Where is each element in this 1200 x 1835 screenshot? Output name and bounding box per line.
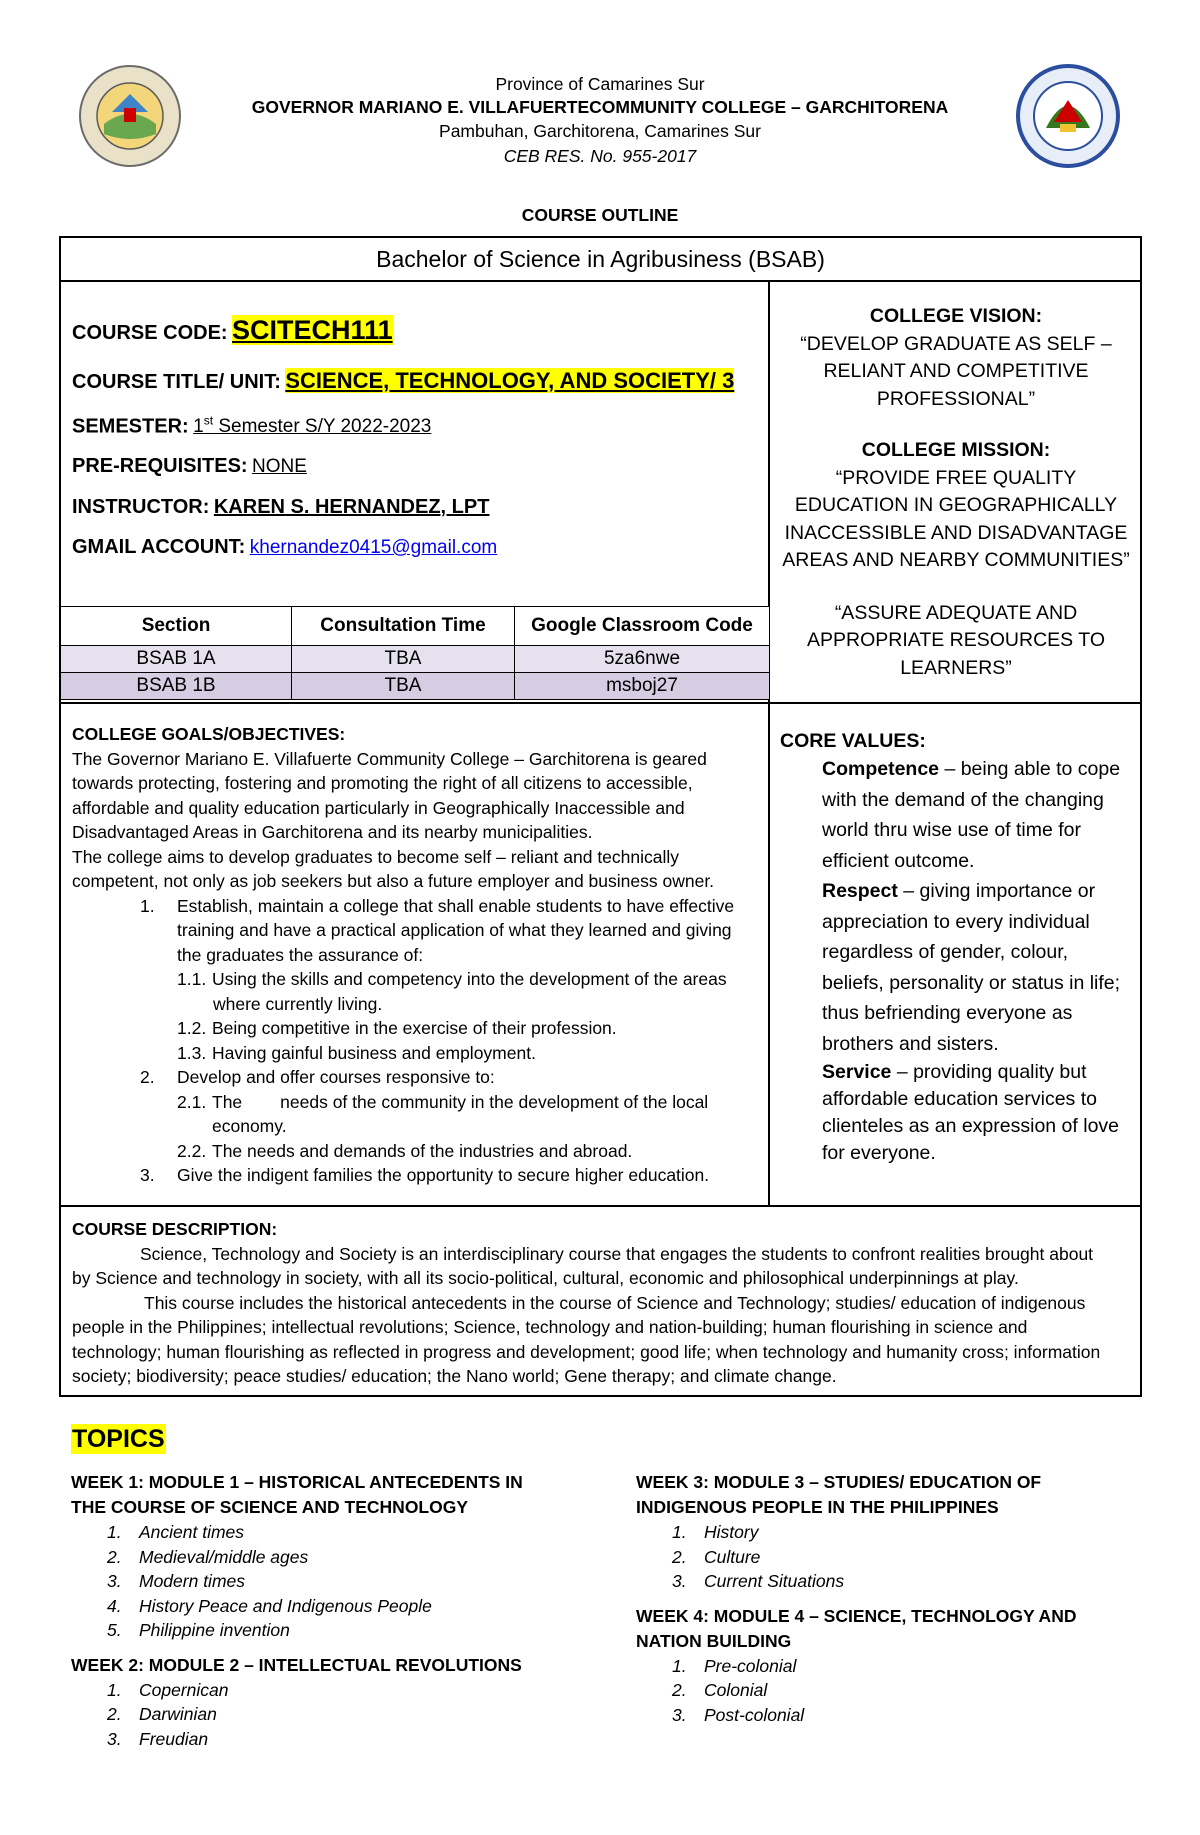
ceb-resolution: CEB RES. No. 955-2017 [503,146,697,166]
description-text: This course includes the historical antecedents in the course of Science and Technology; studies/ education of indigenous [144,1292,1086,1313]
table-cell: BSAB 1A [61,646,292,673]
list-item: 2. Darwinian [107,1704,217,1724]
list-item: 1. History [672,1522,759,1542]
topics-title: TOPICS [72,1425,165,1453]
instructor-label: INSTRUCTOR: [72,496,210,518]
goals-text: The Governor Mariano E. Villafuerte Community College – Garchitorena is geared [72,748,707,769]
goals-text: competent, not only as job seekers but also a future employer and business owner. [72,871,715,891]
course-description-block [72,1217,1136,1389]
mission-line: INACCESSIBLE AND DISADVANTAGE [784,521,1128,544]
goals-text: The college aims to develop graduates to become self – reliant and technically [72,846,680,867]
divider [60,702,1141,704]
core-value-respect: Respect – giving importance or appreciation to every individual regardless of gender, colour, beliefs, personality or status in life; thus befriending everyone as brothers and sisters. [822,880,1121,1055]
college-goals-block [72,722,762,1188]
core-values-block [780,728,1140,1167]
week-2-heading: WEEK 2: MODULE 2 – INTELLECTUAL REVOLUTIONS [71,1654,522,1675]
week-3-list [636,1520,1156,1594]
week-1-list [71,1520,591,1643]
topics-right-column [636,1470,1156,1727]
mission-line: APPROPRIATE RESOURCES TO [807,629,1105,651]
week-3-heading: WEEK 3: MODULE 3 – STUDIES/ EDUCATION OF INDIGENOUS PEOPLE IN THE PHILIPPINES [636,1472,1042,1517]
list-item: 2. Medieval/middle ages [107,1546,309,1567]
table-cell: TBA [292,646,515,673]
core-values-title: CORE VALUES: [780,730,926,752]
list-item: 4. History Peace and Indigenous People [107,1595,432,1616]
goal-item: 3. Give the indigent families the opportunity to secure higher education. [140,1165,710,1185]
goals-title: COLLEGE GOALS/OBJECTIVES: [72,724,346,744]
mission-title: COLLEGE MISSION: [861,439,1051,461]
table-cell: msboj27 [515,673,770,700]
gmail-row [72,536,497,559]
list-item: 2. Culture [672,1546,761,1567]
list-item: 1. Ancient times [107,1522,245,1542]
table-header-section: Section [61,607,292,646]
goal-subitem: 2.1. The needs of the community in the development of the local economy. [177,1091,709,1136]
table-header-consultation: Consultation Time [292,607,515,646]
semester-value: 1st Semester S/Y 2022-2023 [193,414,432,438]
list-item: 3. Freudian [107,1728,209,1749]
mission-line: EDUCATION IN GEOGRAPHICALLY [794,494,1118,516]
week-4-heading: WEEK 4: MODULE 4 – SCIENCE, TECHNOLOGY AND NATION BUILDING [636,1605,1077,1651]
list-item: 3. Current Situations [672,1571,845,1591]
section-table-header [61,607,770,646]
goals-text: Disadvantaged Areas in Garchitorena and its nearby municipalities. [72,822,593,842]
table-cell: BSAB 1B [61,673,292,700]
table-header-classroom-code: Google Classroom Code [515,607,770,646]
divider [60,280,1141,282]
goal-subitem: 2.2. The needs and demands of the industries and abroad. [177,1140,633,1161]
divider [60,1205,1141,1207]
goal-item: 1. Establish, maintain a college that shall enable students to have effective training and have a practical application of what they learned and giving the graduates the assurance of: [140,895,735,965]
gmail-link[interactable]: khernandez0415@gmail.com [249,537,498,558]
core-value-competence: Competence – being able to cope with the demand of the changing world thru wise use of time for efficient outcome. [822,758,1121,872]
mission-line: AREAS AND NEARBY COMMUNITIES” [782,549,1130,571]
province-text: Province of Camarines Sur [495,74,705,94]
mission-line: “ASSURE ADEQUATE AND [834,601,1078,624]
vision-line: RELIANT AND COMPETITIVE [823,360,1089,382]
list-item: 5. Philippine invention [107,1620,290,1640]
prerequisites-row [72,455,307,478]
course-title-value: SCIENCE, TECHNOLOGY, AND SOCIETY/ 3 [285,368,735,393]
prerequisites-label: PRE-REQUISITES: [72,455,248,477]
vision-mission-block [772,303,1140,682]
week-4-list [636,1654,1156,1728]
table-row [61,673,770,700]
description-title: COURSE DESCRIPTION: [72,1219,278,1239]
week-2-list [71,1678,591,1752]
goals-text: affordable and quality education particularly in Geographically Inaccessible and [72,797,685,818]
list-item: 1. Copernican [107,1679,229,1700]
goal-subitem: 1.3. Having gainful business and employment. [177,1042,536,1063]
week-1-heading: WEEK 1: MODULE 1 – HISTORICAL ANTECEDENTS IN THE COURSE OF SCIENCE AND TECHNOLOGY [71,1472,523,1517]
college-name: GOVERNOR MARIANO E. VILLAFUERTECOMMUNITY COLLEGE – GARCHITORENA [251,97,949,117]
topics-left-column [71,1470,591,1751]
gmail-label: GMAIL ACCOUNT: [72,536,246,558]
prerequisites-value: NONE [252,456,307,477]
college-address: Pambuhan, Garchitorena, Camarines Sur [439,121,761,141]
core-value-service: Service – providing quality but affordable education services to clienteles as an expression of love for everyone. [822,1061,1120,1164]
vision-line: “DEVELOP GRADUATE AS SELF – [800,332,1112,355]
list-item: 1. Pre-colonial [672,1655,797,1676]
course-outline-title: COURSE OUTLINE [521,205,679,225]
goal-subitem: 1.1. Using the skills and competency into the development of the areas where currently living. [177,969,727,1014]
section-table [60,606,770,700]
list-item: 2. Colonial [672,1680,768,1700]
table-cell: TBA [292,673,515,700]
description-text: by Science and technology in society, with all its socio-political, cultural, economic and philosophical underpinnings at play. [72,1268,1019,1288]
vision-line: PROFESSIONAL” [876,387,1036,410]
divider [768,281,770,1206]
semester-row [72,414,431,438]
description-text: technology; human flourishing as reflected in progress and development; good life; when technology and humanity cross; information [72,1341,1101,1362]
description-text: Science, Technology and Society is an interdisciplinary course that engages the students to confront realities brought about [140,1243,1094,1264]
table-row [61,646,770,673]
goal-item: 2. Develop and offer courses responsive to: [140,1067,495,1087]
description-text: society; biodiversity; peace studies/ education; the Nano world; Gene therapy; and climate change. [72,1366,837,1386]
course-code-value: SCITECH111 [232,315,393,345]
mission-line: “PROVIDE FREE QUALITY [835,466,1077,489]
program-title: Bachelor of Science in Agribusiness (BSAB) [376,246,825,272]
list-item: 3. Post-colonial [672,1704,805,1725]
mission-line: LEARNERS” [900,656,1012,679]
goals-text: towards protecting, fostering and promoting the right of all citizens to accessible, [72,773,693,793]
table-cell: 5za6nwe [515,646,770,673]
course-title-label: COURSE TITLE/ UNIT: [72,371,281,393]
instructor-value: KAREN S. HERNANDEZ, LPT [213,496,490,518]
instructor-row [72,496,489,519]
semester-label: SEMESTER: [72,415,189,438]
course-code-row [72,315,393,346]
goal-subitem: 1.2. Being competitive in the exercise of their profession. [177,1018,617,1038]
course-code-label: COURSE CODE: [72,322,228,344]
vision-title: COLLEGE VISION: [869,305,1043,327]
course-title-row [72,368,734,394]
description-text: people in the Philippines; intellectual revolutions; Science, technology and nation-building; human flourishing in science and [72,1317,1028,1337]
list-item: 3. Modern times [107,1571,246,1591]
